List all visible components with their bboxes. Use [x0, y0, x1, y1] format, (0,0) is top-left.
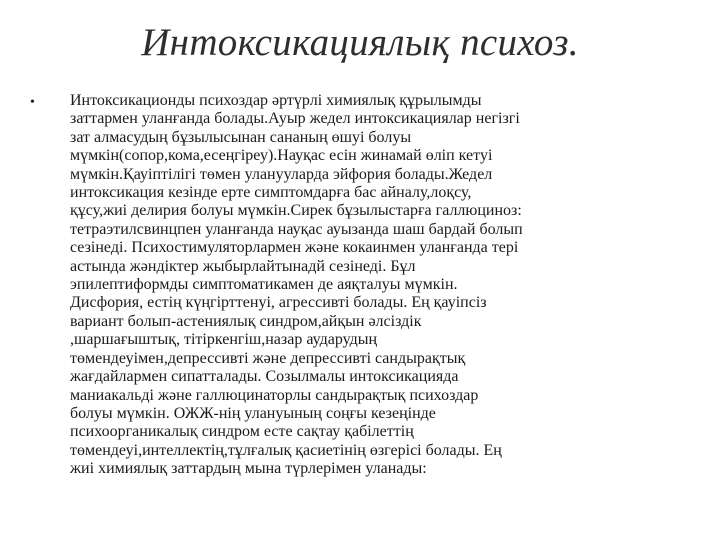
body-line: мүмкін(сопор,кома,есеңгіреу).Науқас есін жинамай өліп кетуі — [70, 147, 493, 165]
body-line: сезінеді. Психостимуляторлармен және кокаинмен уланғанда тері — [70, 239, 519, 257]
body-line: эпилептиформды симптоматикамен де аяқталуы мүмкін. — [70, 276, 458, 294]
body-line: маниакальді және галлюцинаторлы сандырақтық психоздар — [70, 386, 479, 404]
body-line: төмендеуі,интеллектің,тұлғалық қасиетінің өзгерісі болады. Ең — [70, 441, 502, 459]
slide-title: Интоксикациялық психоз. — [141, 21, 579, 64]
body-line: жиі химиялық заттардың мына түрлерімен уланады: — [70, 460, 427, 478]
body-line: астында жәндіктер жыбырлайтынадй сезінеді. Бұл — [70, 257, 416, 275]
body-line: болуы мүмкін. ОЖЖ-нің улануының соңғы кезеңінде — [70, 404, 436, 422]
bullet-point: • — [30, 95, 35, 110]
body-line: жағдайлармен сипатталады. Созылмалы интоксикацияда — [70, 368, 459, 386]
body-line: тетраэтилсвинцпен уланғанда науқас ауызанда шаш бардай болып — [70, 220, 523, 238]
body-line: ,шаршағыштық, тітіркенгіш,назар аударудың — [70, 331, 378, 349]
body-line: вариант болып-астениялық синдром,айқын әлсіздік — [70, 312, 422, 330]
body-line: Дисфория, естің күңгірттенуі, агрессивті болады. Ең қауіпсіз — [70, 294, 487, 312]
body-line: заттармен уланғанда болады.Ауыр жедел интоксикациялар негізгі — [70, 110, 520, 128]
body-line: Интоксикационды психоздар әртүрлі химиялық құрылымды — [70, 92, 482, 109]
slide-body-text — [70, 92, 645, 479]
body-line: құсу,жиі делирия болуы мүмкін.Сирек бұзылыстарға галлюциноз: — [70, 202, 522, 220]
body-line: төмендеуімен,депрессивті және депрессивті сандырақтық — [70, 349, 466, 367]
body-line: интоксикация кезінде ерте симптомдарға бас айналу,лоқсу, — [70, 184, 472, 202]
body-line: зат алмасудың бұзылысынан сананың өшуі болуы — [70, 128, 412, 146]
body-line: мүмкін.Қауіптілігі төмен уланууларда эйфория болады.Жедел — [70, 165, 493, 183]
body-line: психоорганикалық синдром есте сақтау қабілеттің — [70, 423, 414, 441]
